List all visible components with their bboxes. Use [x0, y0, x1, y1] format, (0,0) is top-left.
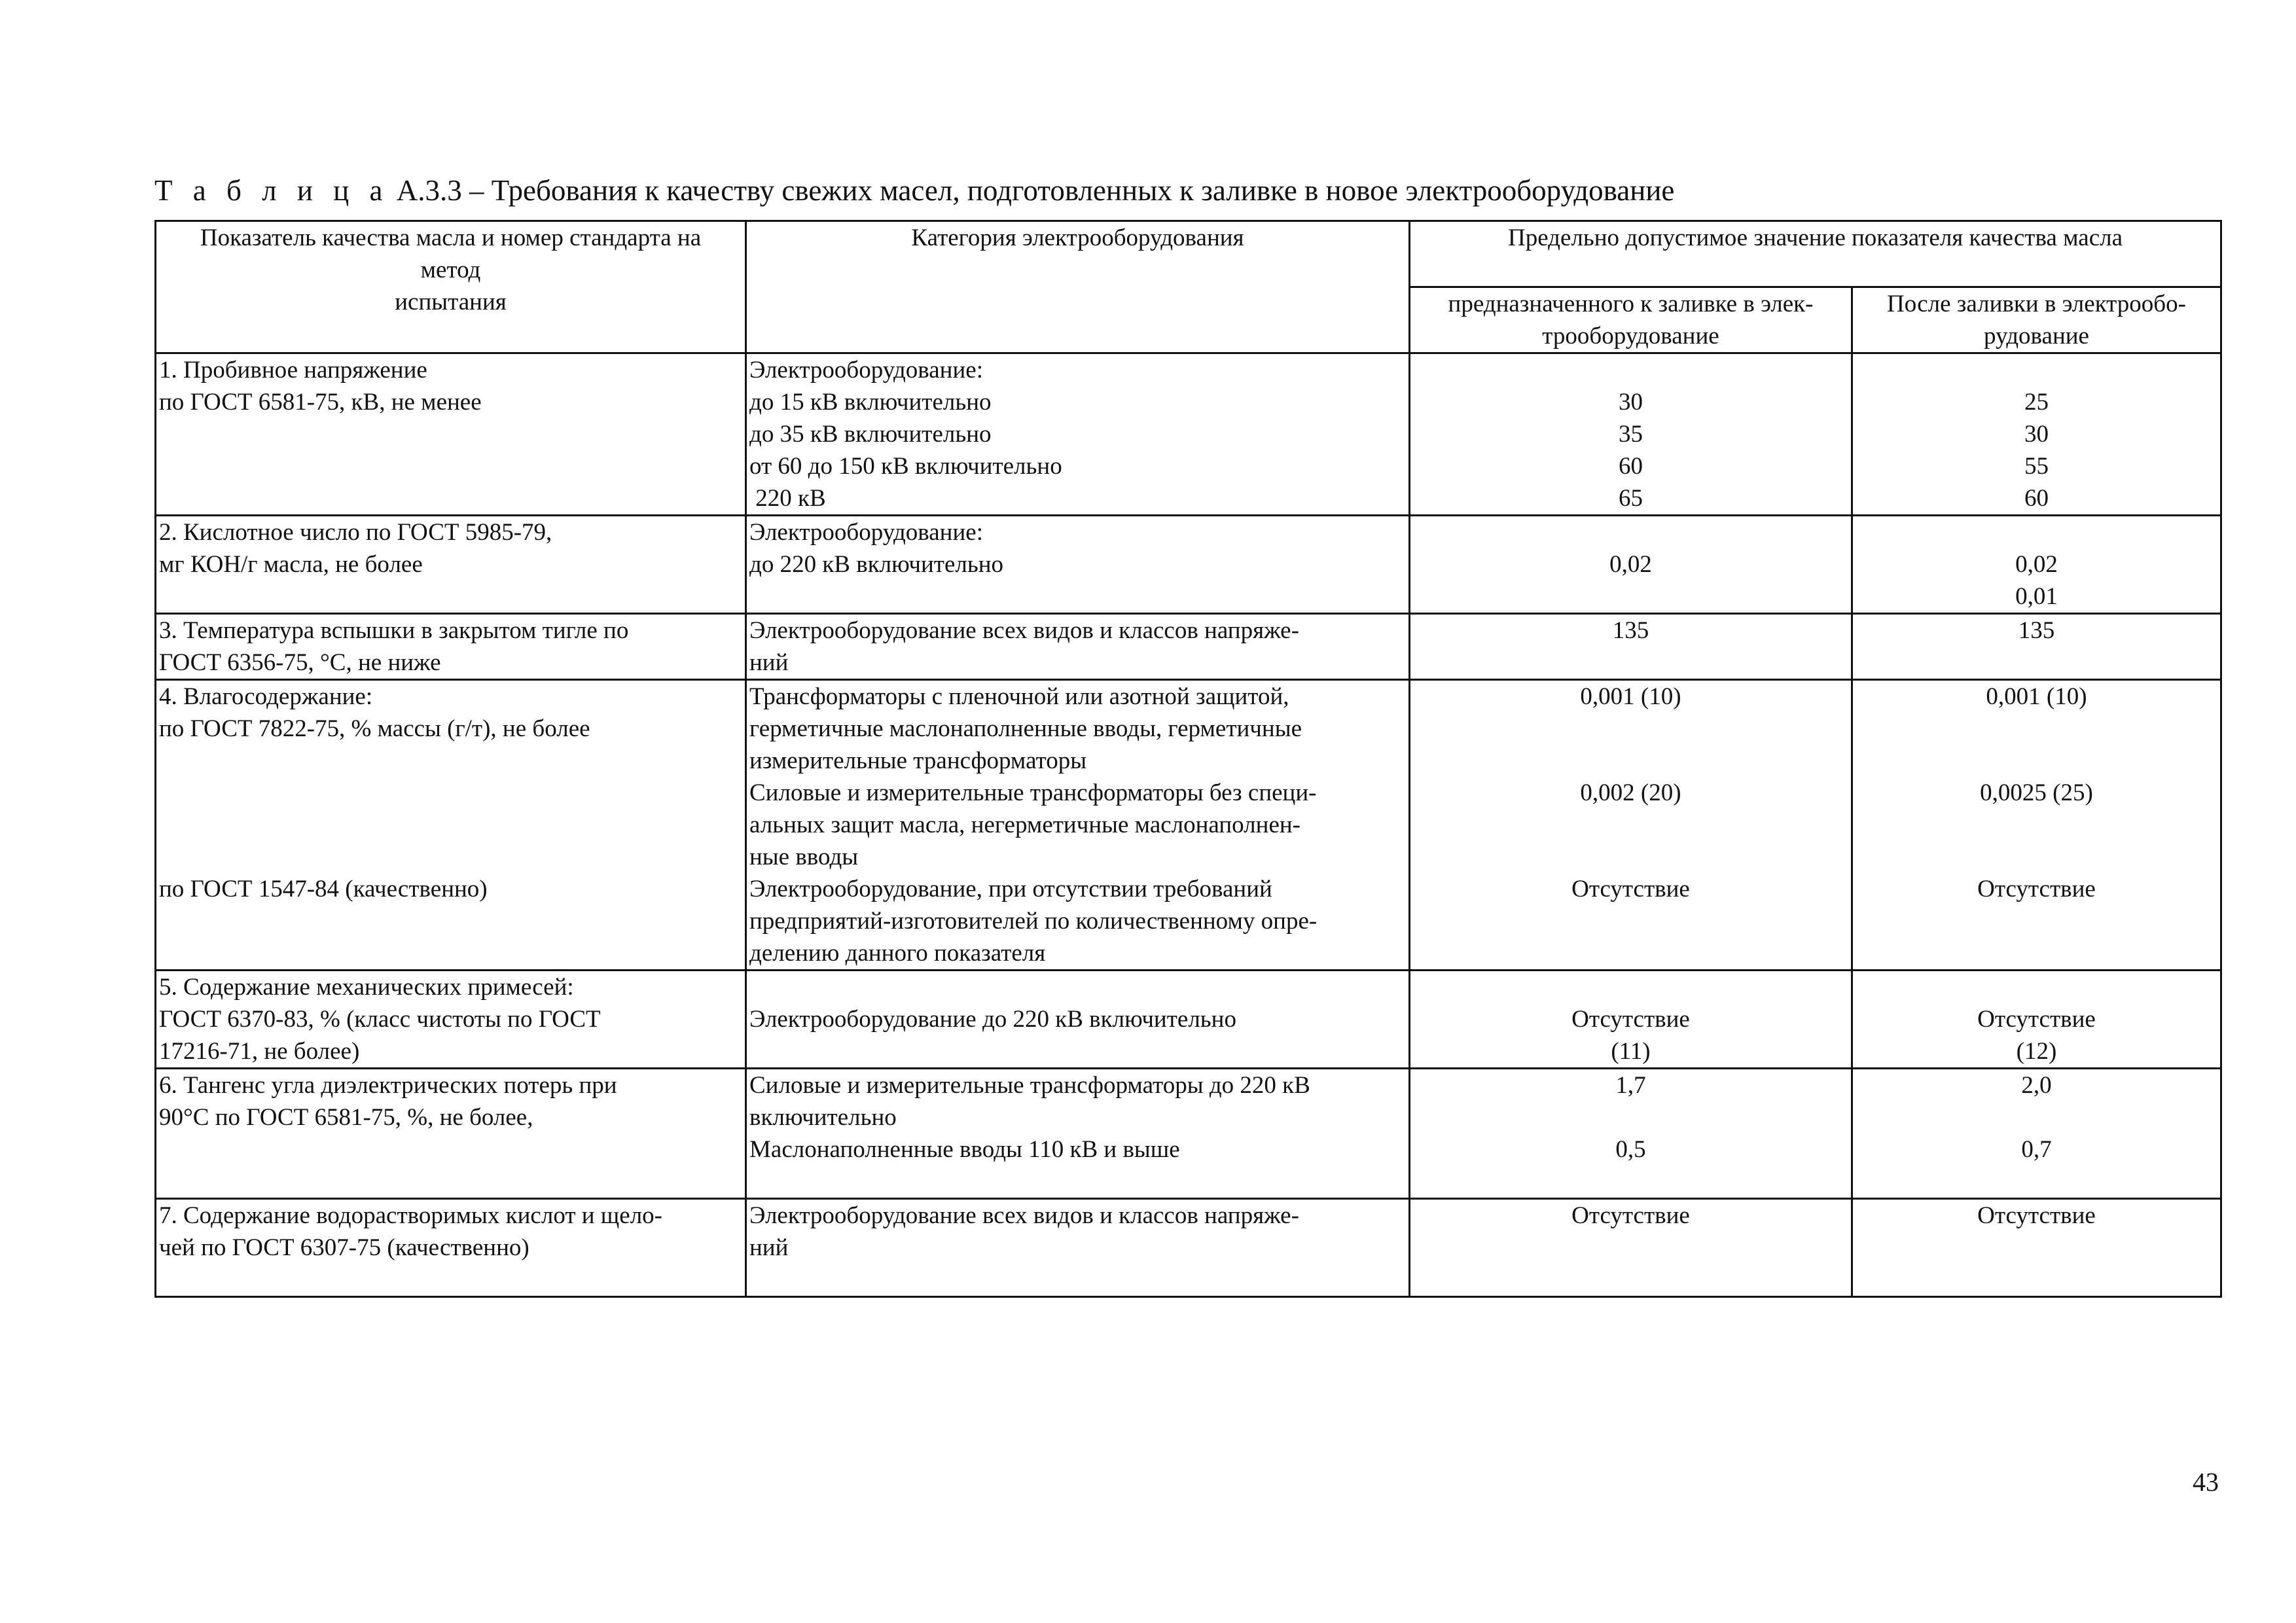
- cell-line: [1413, 580, 1848, 613]
- cell-indicator: [156, 1199, 746, 1297]
- cell-line: измерительные трансформаторы: [749, 747, 1087, 774]
- cell-line: [159, 1166, 742, 1198]
- cell-line: по ГОСТ 6581-75, кВ, не менее: [159, 389, 482, 416]
- cell-after: [1852, 1069, 2221, 1199]
- cell-category: [746, 353, 1410, 516]
- cell-line: [1413, 713, 1848, 745]
- cell-before: [1410, 1199, 1852, 1297]
- cell-line: по ГОСТ 1547-84 (качественно): [159, 876, 488, 902]
- cell-after: [1852, 516, 2221, 614]
- cell-line: Электрооборудование всех видов и классов напряже-: [749, 1202, 1299, 1229]
- cell-line: [749, 1035, 1406, 1067]
- cell-line: [1413, 745, 1848, 777]
- cell-line: [749, 1166, 1406, 1198]
- cell-line: 0,02: [2015, 551, 2058, 578]
- header-category-text: Категория электрооборудования: [911, 224, 1244, 251]
- cell-indicator: [156, 971, 746, 1069]
- cell-line: 220 кВ: [749, 485, 826, 512]
- cell-line: [749, 580, 1406, 613]
- cell-line: [159, 418, 742, 450]
- oil-quality-table: [154, 220, 2222, 1298]
- cell-line: [1413, 937, 1848, 969]
- cell-line: герметичные маслонаполненные вводы, герметичные: [749, 715, 1302, 742]
- cell-line: 3. Температура вспышки в закрытом тигле по: [159, 617, 629, 644]
- cell-line: 6. Тангенс угла диэлектрических потерь при: [159, 1072, 617, 1099]
- cell-line: [1856, 354, 2217, 386]
- cell-line: 0,001 (10): [1580, 683, 1681, 710]
- cell-line: до 35 кВ включительно: [749, 421, 992, 448]
- cell-line: Электрооборудование:: [749, 519, 983, 546]
- cell-line: [159, 937, 742, 969]
- cell-line: [749, 1264, 1406, 1296]
- cell-line: (12): [2016, 1038, 2057, 1065]
- cell-line: [1856, 516, 2217, 548]
- cell-line: [1856, 905, 2217, 937]
- cell-line: [1413, 647, 1848, 679]
- cell-line: 17216-71, не более): [159, 1038, 360, 1065]
- cell-after: [1852, 614, 2221, 680]
- cell-line: до 220 кВ включительно: [749, 551, 1004, 578]
- caption-text: А.3.3 – Требования к качеству свежих масел, подготовленных к заливке в новое электрооборудование: [396, 174, 1675, 207]
- cell-line: [159, 580, 742, 613]
- header-after-line: После заливки в электрообо-: [1887, 291, 2186, 317]
- cell-line: Трансформаторы с пленочной или азотной защитой,: [749, 683, 1289, 710]
- cell-line: [1413, 809, 1848, 841]
- cell-line: 4. Влагосодержание:: [159, 683, 373, 710]
- cell-indicator: [156, 614, 746, 680]
- cell-line: включительно: [749, 1104, 897, 1131]
- cell-line: 55: [2024, 453, 2049, 480]
- cell-line: 30: [2024, 421, 2049, 448]
- cell-line: [1413, 1232, 1848, 1264]
- page-number: 43: [2193, 1467, 2219, 1497]
- cell-line: [1856, 1264, 2217, 1296]
- cell-line: [1413, 1166, 1848, 1198]
- cell-line: Маслонаполненные вводы 110 кВ и выше: [749, 1136, 1180, 1163]
- cell-line: Электрооборудование всех видов и классов напряже-: [749, 617, 1299, 644]
- cell-line: Отсутствие: [1977, 1202, 2096, 1229]
- cell-line: [159, 450, 742, 482]
- cell-line: 1. Пробивное напряжение: [159, 357, 427, 383]
- table-row: [156, 680, 2221, 971]
- cell-before: [1410, 680, 1852, 971]
- table-row: [156, 1199, 2221, 1297]
- table-row: [156, 614, 2221, 680]
- cell-line: [1856, 841, 2217, 873]
- cell-line: предприятий-изготовителей по количественному опре-: [749, 908, 1318, 935]
- cell-line: 30: [1619, 389, 1643, 416]
- cell-line: (11): [1611, 1038, 1651, 1065]
- cell-line: 65: [1619, 485, 1643, 512]
- cell-before: [1410, 614, 1852, 680]
- cell-line: [159, 809, 742, 841]
- cell-line: 0,0025 (25): [1980, 779, 2093, 806]
- cell-line: [1856, 1232, 2217, 1264]
- cell-line: [1856, 937, 2217, 969]
- cell-line: [749, 971, 1406, 1003]
- cell-line: [159, 777, 742, 809]
- cell-line: [159, 1264, 742, 1296]
- cell-line: Отсутствие: [1571, 1202, 1690, 1229]
- cell-line: 25: [2024, 389, 2049, 416]
- cell-line: 135: [1612, 617, 1649, 644]
- header-before-line: предназначенного к заливке в элек-: [1448, 291, 1814, 317]
- cell-line: [1413, 841, 1848, 873]
- cell-line: мг КОН/г масла, не более: [159, 551, 423, 578]
- header-before-line: трооборудование: [1542, 323, 1719, 349]
- cell-line: [1856, 809, 2217, 841]
- header-before-filling: [1410, 287, 1852, 353]
- cell-line: 60: [2024, 485, 2049, 512]
- cell-line: Отсутствие: [1977, 1006, 2096, 1033]
- cell-line: 0,001 (10): [1986, 683, 2087, 710]
- caption-prefix: Т а б л и ц а: [154, 174, 389, 207]
- cell-line: [1856, 971, 2217, 1003]
- cell-line: [159, 1133, 742, 1166]
- cell-line: [1413, 1101, 1848, 1133]
- cell-line: 2. Кислотное число по ГОСТ 5985-79,: [159, 519, 552, 546]
- cell-line: делению данного показателя: [749, 940, 1046, 967]
- cell-line: [1413, 905, 1848, 937]
- cell-line: 2,0: [2021, 1072, 2052, 1099]
- table-row: [156, 516, 2221, 614]
- cell-before: [1410, 971, 1852, 1069]
- cell-line: 90°С по ГОСТ 6581-75, %, не более,: [159, 1104, 533, 1131]
- cell-line: альных защит масла, негерметичные маслонаполнен-: [749, 812, 1300, 838]
- header-limit-text: Предельно допустимое значение показателя качества масла: [1508, 224, 2123, 251]
- cell-line: 0,01: [2015, 583, 2058, 610]
- cell-before: [1410, 353, 1852, 516]
- cell-line: Отсутствие: [1571, 876, 1690, 902]
- header-category: [746, 221, 1410, 353]
- cell-before: [1410, 1069, 1852, 1199]
- table-row: [156, 353, 2221, 516]
- cell-line: 0,7: [2021, 1136, 2052, 1163]
- cell-category: [746, 1199, 1410, 1297]
- cell-line: Отсутствие: [1977, 876, 2096, 902]
- cell-line: Отсутствие: [1571, 1006, 1690, 1033]
- cell-line: ные вводы: [749, 844, 859, 870]
- cell-line: [1856, 1101, 2217, 1133]
- cell-after: [1852, 971, 2221, 1069]
- cell-line: Силовые и измерительные трансформаторы до 220 кВ: [749, 1072, 1310, 1099]
- header-indicator-line: метод: [420, 257, 481, 283]
- cell-line: 1,7: [1615, 1072, 1646, 1099]
- table-caption: [154, 171, 2236, 209]
- cell-line: 0,5: [1615, 1136, 1646, 1163]
- header-after-filling: [1852, 287, 2221, 353]
- cell-line: 35: [1619, 421, 1643, 448]
- cell-line: 7. Содержание водорастворимых кислот и щело-: [159, 1202, 662, 1229]
- cell-indicator: [156, 353, 746, 516]
- cell-line: Электрооборудование до 220 кВ включительно: [749, 1006, 1236, 1033]
- cell-line: [1413, 516, 1848, 548]
- cell-line: чей по ГОСТ 6307-75 (качественно): [159, 1234, 529, 1261]
- cell-line: ний: [749, 649, 789, 676]
- header-after-line: рудование: [1984, 323, 2089, 349]
- cell-line: [159, 905, 742, 937]
- header-indicator: [156, 221, 746, 353]
- cell-line: [159, 745, 742, 777]
- cell-line: по ГОСТ 7822-75, % массы (г/т), не более: [159, 715, 590, 742]
- cell-line: Электрооборудование, при отсутствии требований: [749, 876, 1272, 902]
- cell-line: [1856, 745, 2217, 777]
- cell-line: Электрооборудование:: [749, 357, 983, 383]
- cell-after: [1852, 680, 2221, 971]
- cell-category: [746, 614, 1410, 680]
- cell-indicator: [156, 680, 746, 971]
- cell-category: [746, 516, 1410, 614]
- header-limit-value: [1410, 221, 2221, 287]
- cell-line: 60: [1619, 453, 1643, 480]
- cell-line: 5. Содержание механических примесей:: [159, 974, 574, 1001]
- cell-line: 0,002 (20): [1580, 779, 1681, 806]
- cell-line: [1856, 1166, 2217, 1198]
- cell-line: 135: [2018, 617, 2055, 644]
- cell-line: [1413, 971, 1848, 1003]
- cell-category: [746, 1069, 1410, 1199]
- cell-line: [159, 841, 742, 873]
- cell-line: от 60 до 150 кВ включительно: [749, 453, 1062, 480]
- header-indicator-line: Показатель качества масла и номер стандарта на: [200, 224, 702, 251]
- header-row-top: [156, 221, 2221, 287]
- cell-line: ГОСТ 6356-75, °С, не ниже: [159, 649, 441, 676]
- cell-line: 0,02: [1609, 551, 1652, 578]
- cell-line: до 15 кВ включительно: [749, 389, 992, 416]
- cell-after: [1852, 353, 2221, 516]
- cell-line: [1413, 354, 1848, 386]
- cell-indicator: [156, 1069, 746, 1199]
- cell-after: [1852, 1199, 2221, 1297]
- cell-category: [746, 680, 1410, 971]
- cell-line: [1856, 647, 2217, 679]
- cell-line: [1856, 713, 2217, 745]
- table-row: [156, 971, 2221, 1069]
- table-row: [156, 1069, 2221, 1199]
- cell-line: Силовые и измерительные трансформаторы без специ-: [749, 779, 1317, 806]
- cell-category: [746, 971, 1410, 1069]
- cell-line: [1413, 1264, 1848, 1296]
- cell-line: ний: [749, 1234, 789, 1261]
- header-indicator-line: испытания: [395, 289, 507, 315]
- cell-line: [159, 482, 742, 514]
- cell-before: [1410, 516, 1852, 614]
- cell-line: ГОСТ 6370-83, % (класс чистоты по ГОСТ: [159, 1006, 601, 1033]
- cell-indicator: [156, 516, 746, 614]
